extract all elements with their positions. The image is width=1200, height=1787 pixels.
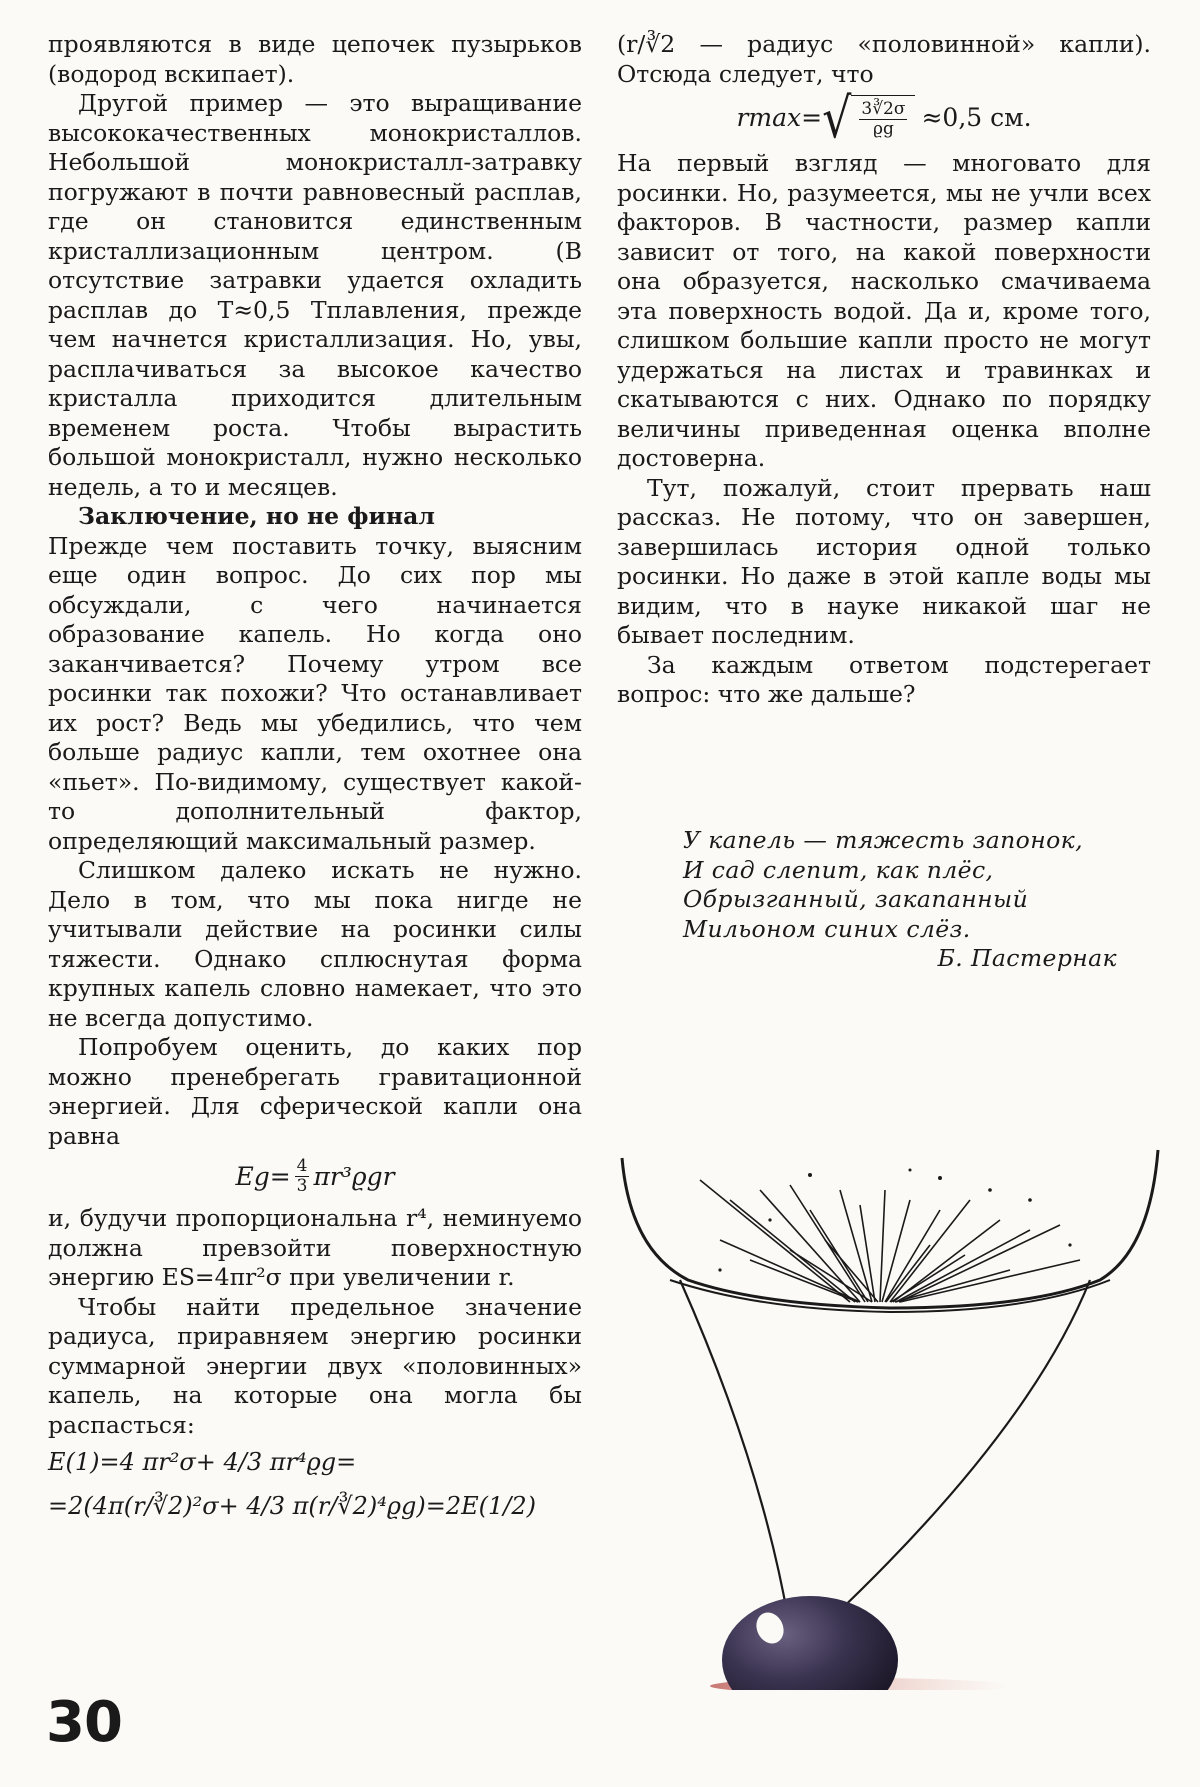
dewdrop (722, 1596, 898, 1690)
paragraph: Чтобы найти предельное значение радиуса, приравняем энергию росинки суммарной энергии двух «половинных» капель, на которые она могла бы распасться: (48, 1292, 582, 1439)
section-heading: Заключение, но не финал (78, 502, 435, 530)
formula-energy-split-2: =2(4π(r/∛2)²σ+ 4/3 π(r/∛2)⁴ϱg)=2E(1/2) (48, 1492, 536, 1520)
paragraph: (r/∛2 — радиус «половинной» капли). Отсюда следует, что (617, 30, 1151, 88)
epigraph-poem (683, 826, 1163, 974)
splash-strokes (700, 1180, 1080, 1302)
poem-line: Обрызганный, закапанный (683, 885, 1029, 913)
paragraph: проявляются в виде цепочек пузырьков (водород вскипает). (48, 30, 582, 88)
formula-gravitational-energy: Eg= $\frac{4}{3}$ πr³ϱgr (235, 1156, 395, 1196)
left-column (48, 30, 582, 1528)
formula-max-radius: rmax= √ $\frac{3∛2\sigma}{ϱg}$ ≈0,5 см. (736, 85, 1032, 151)
paragraph: За каждым ответом подстерегает вопрос: что же дальше? (617, 650, 1151, 708)
right-column (617, 30, 1151, 710)
poem-line: Мильоном синих слёз. (683, 914, 971, 943)
paragraph: Слишком далеко искать не нужно. Дело в том, что мы пока нигде не учитывали действие на росинки силы тяжести. Однако сплюснутая форма крупных капель словно намекает, что это не всегда допустимо. (48, 856, 582, 1032)
formula-energy-split-1: E(1)=4 πr²σ+ 4/3 πr⁴ϱg= (48, 1448, 357, 1476)
paragraph: Тут, пожалуй, стоит прервать наш рассказ. Не потому, что он завершен, завершилась история одной только росинки. Но даже в этой капле воды мы видим, что в науке никакой шаг не бывает последним. (617, 473, 1151, 649)
paragraph: Попробуем оценить, до каких пор можно пренебрегать гравитационной энергией. Для сферической капли она равна (48, 1033, 582, 1150)
poem-line: И сад слепит, как плёс, (683, 855, 994, 884)
dewdrop-illustration (610, 1130, 1170, 1690)
poem-line: У капель — тяжесть запонок, (683, 826, 1083, 854)
paragraph: Другой пример — это выращивание высококачественных монокристаллов. Небольшой монокристалл-затравку погружают в почти равновесный расплав, где он становится единственным кристаллизационным центром. (В отсутствие затравки удается охладить расплав до T≈0,5 Tплавления, прежде чем начнется кристаллизация. Но, увы, расплачиваться за высокое качество кристалла приходится длительным временем роста. Чтобы вырастить большой монокристалл, нужно несколько недель, а то и месяцев. (48, 89, 582, 501)
poem-author: Б. Пастернак (937, 944, 1117, 972)
strand (832, 1280, 1090, 1618)
strand (680, 1280, 788, 1618)
paragraph: и, будучи пропорциональна r⁴, неминуемо должна превзойти поверхностную энергию ES=4πr²σ при увеличении r. (48, 1204, 582, 1291)
leaf-outline (622, 1150, 1158, 1308)
paragraph: Прежде чем поставить точку, выясним еще один вопрос. До сих пор мы обсуждали, с чего начинается образование капель. Но когда оно заканчивается? Почему утром все росинки так похожи? Что останавливает их рост? Ведь мы убедились, что чем больше радиус капли, тем охотнее она «пьет». По-видимому, существует какой-то дополнительный фактор, определяющий максимальный размер. (48, 531, 582, 855)
paragraph: На первый взгляд — многовато для росинки. Но, разумеется, мы не учли всех факторов. В частности, размер капли зависит от того, на какой поверхности она образуется, насколько смачиваема эта поверхность водой. Да и, кроме того, слишком большие капли просто не могут удержаться на листах и травинках и скатываются с них. Однако по порядку величины приведенная оценка вполне достоверна. (617, 149, 1151, 472)
page-number: 30 (46, 1690, 122, 1755)
